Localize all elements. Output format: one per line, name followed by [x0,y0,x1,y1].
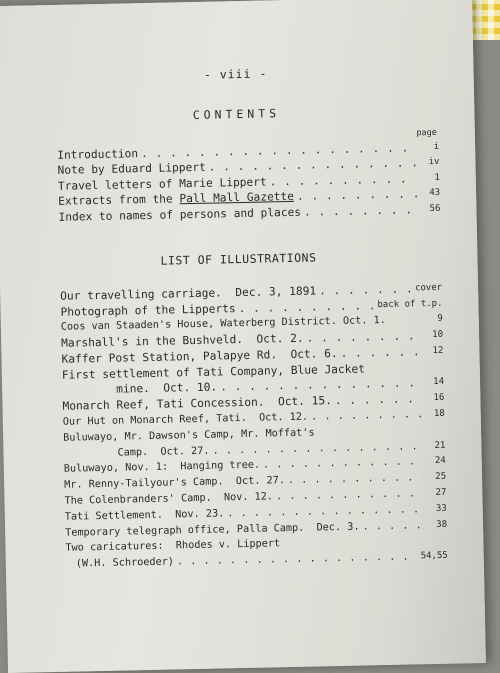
illustration-page: 33 [435,503,447,514]
illustration-text: Photograph of the Lipperts [60,301,236,319]
dot-leader [362,518,424,534]
toc-entry-title: Note by Eduard Lippert [57,160,206,178]
illustration-page: 16 [433,393,445,404]
illustration-text: Camp. Oct. 27. [117,445,210,459]
toc-entry-page: 43 [429,188,441,199]
illustration-text: Buluwayo, Nov. 1: Hanging tree. [63,460,261,476]
page-content [55,63,448,572]
illustration-page: 18 [433,408,445,420]
illustration-text: Marshall's in the Bushveld. Oct. 2. [61,331,304,350]
toc-entry-page: 56 [429,203,441,214]
illustration-text: Our travelling carriage. Dec. 3, 1891 [60,284,317,303]
illustration-text: Two caricatures: Rhodes v. Lippert [65,538,281,555]
illustration-page: 54,55 [420,550,448,562]
illustrations-list [60,280,448,572]
illustration-page: 12 [432,345,444,356]
illustration-text: Monarch Reef, Tati Concession. Oct. 15. [62,394,333,414]
illustration-text: Coos van Staaden's House, Waterberg District. Oct. 1. [60,315,386,334]
toc-entry-prefix: Extracts from the [58,192,180,209]
toc-entry-title: Index to names of persons and places [58,205,302,224]
toc-entry-page: iv [428,157,440,168]
illustration-page: 38 [436,519,448,530]
illustration-page: 14 [433,377,445,388]
illustration-page: 27 [435,487,447,499]
illustration-text: The Colenbranders' Camp. Nov. 12. [64,491,274,507]
dot-leader [319,281,412,298]
illustration-text: Tati Settlement. Nov. 23. [64,508,225,523]
illustration-text: mine. Oct. 10. [116,381,218,397]
contents-heading: CONTENTS [192,106,281,123]
illustration-page: 10 [432,329,444,341]
toc-entry-title: Travel letters of Marie Lippert [57,175,267,193]
illustration-page: 24 [434,456,446,467]
page-column-heading: page [416,128,437,139]
toc-entry-title: Pall Mall Gazette [179,190,295,206]
illustrations-heading: LIST OF ILLUSTRATIONS [160,250,317,268]
illustration-text: Our Hut on Monarch Reef, Tati. Oct. 12. [62,411,309,428]
illustration-text: Buluwayo, Mr. Dawson's Camp, Mr. Moffat's [63,427,315,444]
toc-entry-title: Introduction [57,146,139,162]
page-number: - viii - [203,66,268,82]
illustration-text: First settlement of Tati Company, Blue Jacket [61,362,366,382]
illustration-page: 25 [435,472,447,483]
illustration-text: (W.H. Schroeder) [75,556,175,570]
illustration-page: back of t.p. [377,298,443,310]
toc-entry-page: i [433,141,440,152]
contents-list [57,139,441,224]
illustration-page: 9 [437,314,443,325]
dot-leader [304,202,418,220]
illustration-page: 21 [434,440,446,451]
illustration-text: Mr. Renny-Tailyour's Camp. Oct. 27. [64,475,286,492]
toc-entry-page: 1 [434,172,440,183]
dot-leader [335,392,422,409]
dot-leader [340,344,420,361]
dot-leader [306,328,420,346]
illustration-page: cover [414,282,443,294]
illustration-text: Kaffer Post Station, Palapye Rd. Oct. 6. [61,346,338,366]
dot-leader [311,407,422,425]
illustration-text: Temporary telegraph office, Palla Camp. Dec. 3. [65,521,360,539]
